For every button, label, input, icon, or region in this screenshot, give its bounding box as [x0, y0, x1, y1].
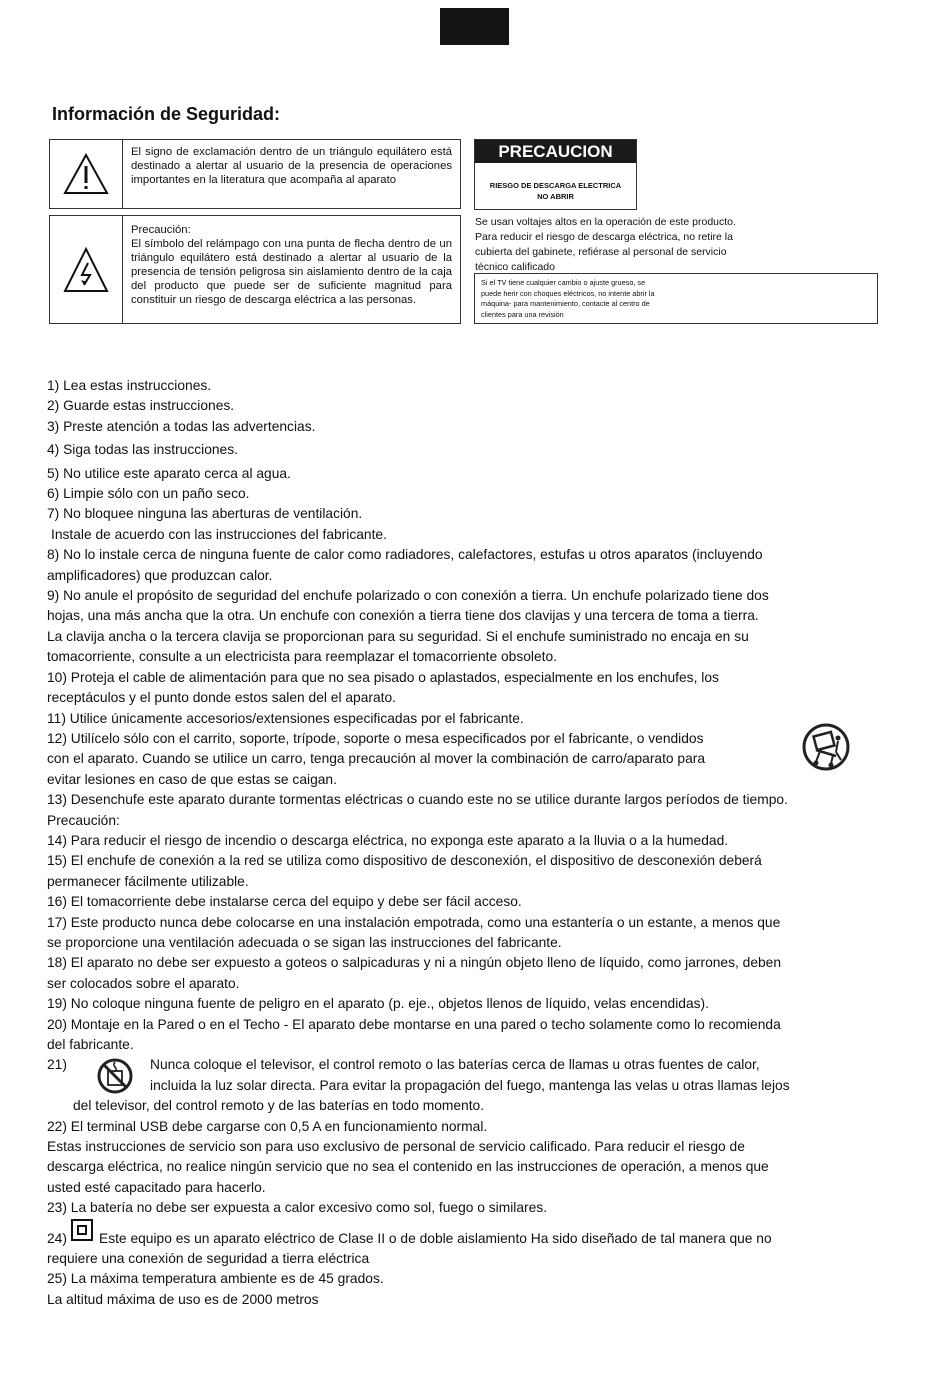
list-item: amplificadores) que produzcan calor. [47, 567, 273, 583]
list-item: permanecer fácilmente utilizable. [47, 873, 249, 889]
list-item: del televisor, del control remoto y de las baterías en todo momento. [73, 1098, 485, 1114]
list-item: Estas instrucciones de servicio son para uso exclusivo de personal de servicio calificado. Para reducir el riesgo de [47, 1139, 745, 1155]
page-title: Información de Seguridad: [52, 104, 281, 124]
list-item-24 [47, 1225, 887, 1245]
safety-instructions-list [47, 376, 887, 1310]
list-item: 3) Preste atención a todas las advertencias. [47, 418, 316, 434]
tv-adjustment-notice-box [474, 273, 878, 324]
voltage-line: técnico calificado [475, 261, 555, 273]
voltage-line: Para reducir el riesgo de descarga eléctrica, no retire la [475, 231, 733, 243]
list-item: 7) No bloquee ninguna las aberturas de ventilación. [47, 506, 363, 522]
tv-notice-line: clientes para una revisión [481, 309, 564, 319]
list-item: se proporcione una ventilación adecuada o se sigan las instrucciones del fabricante. [47, 934, 562, 950]
caution-sub-line-2: NO ABRIR [537, 192, 574, 201]
list-item: 10) Proteja el cable de alimentación para que no sea pisado o aplastados, especialmente en los enchufes, los [47, 669, 719, 685]
list-item-line: incluida la luz solar directa. Para evitar la propagación del fuego, mantenga las velas u otras llamas lejos [150, 1077, 790, 1093]
list-item-text [150, 1055, 790, 1096]
high-voltage-notice [475, 215, 736, 275]
caution-label-box [474, 139, 637, 210]
list-item: 13) Desenchufe este aparato durante tormentas eléctricas o cuando este no se utilice durante largos períodos de tiempo. [47, 792, 788, 808]
voltage-line: Se usan voltajes altos en la operación de este producto. [475, 216, 736, 228]
lightning-warning-box [49, 215, 461, 324]
list-item-21 [47, 1055, 887, 1096]
list-item: 5) No utilice este aparato cerca al agua. [47, 465, 291, 481]
list-item: 1) Lea estas instrucciones. [47, 378, 212, 393]
list-item: La clavija ancha o la tercera clavija se proporcionan para su seguridad. Si el enchufe suministrado no encaja en su [47, 628, 749, 644]
list-item: receptáculos y el punto donde estos salen del el aparato. [47, 690, 396, 706]
list-item: usted esté capacitado para hacerlo. [47, 1179, 266, 1195]
class-ii-double-insulation-icon [71, 1219, 93, 1241]
exclamation-triangle-icon [50, 140, 123, 208]
list-item: 23) La batería no debe ser expuesta a calor excesivo como sol, fuego o similares. [47, 1200, 548, 1216]
list-item: 22) El terminal USB debe cargarse con 0,5 A en funcionamiento normal. [47, 1118, 488, 1134]
list-item: 16) El tomacorriente debe instalarse cerca del equipo y debe ser fácil acceso. [47, 894, 522, 910]
tv-notice-line: máquina- para mantenimiento, contacte al centro de [481, 299, 650, 308]
list-item: La altitud máxima de uso es de 2000 metros [47, 1291, 319, 1307]
top-black-block [440, 8, 509, 45]
list-item-number: 21) [47, 1057, 67, 1073]
list-item: 19) No coloque ninguna fuente de peligro en el aparato (p. eje., objetos llenos de líquido, velas encendidas). [47, 996, 709, 1012]
list-item: evitar lesiones en caso de que estas se caigan. [47, 771, 337, 787]
tv-notice-text [481, 278, 871, 320]
list-item: 12) Utilícelo sólo con el carrito, soporte, trípode, soporte o mesa especificados por el fabricante, o vendidos [47, 730, 704, 746]
list-item: 6) Limpie sólo con un paño seco. [47, 486, 250, 502]
no-open-flame-icon [95, 1057, 137, 1101]
list-item: Instale de acuerdo con las instrucciones del fabricante. [51, 526, 387, 542]
list-item: hojas, una más ancha que la otra. Un enchufe con conexión a tierra tiene dos clavijas y una tercera de toma a tierra. [47, 608, 759, 624]
lightning-triangle-icon [50, 216, 123, 323]
list-item: del fabricante. [47, 1037, 134, 1052]
tv-notice-line: puede herir con choques eléctricos, no intente abrir la [481, 288, 655, 298]
lightning-caution-label: Precaución: [131, 224, 191, 236]
tv-notice-line: Si el TV tiene cualquier cambio o ajuste grueso, se [481, 278, 646, 287]
lightning-text-block [131, 223, 452, 307]
voltage-line: cubierta del gabinete, refiérase al personal de servicio [475, 246, 727, 258]
list-item-number: 24) [47, 1230, 67, 1246]
exclamation-warning-box [49, 139, 461, 209]
list-item: con el aparato. Cuando se utilice un carro, tenga precaución al mover la combinación de carro/aparato para [47, 751, 706, 767]
list-item: 20) Montaje en la Pared o en el Techo - El aparato debe montarse en una pared o techo solamente como lo recomienda [47, 1016, 781, 1032]
list-item: ser colocados sobre el aparato. [47, 975, 240, 991]
list-item: 2) Guarde estas instrucciones. [47, 398, 235, 414]
lightning-text: El símbolo del relámpago con una punta de flecha dentro de un triángulo equilátero está destinado a alertar al usuario de la presencia de tensión peligrosa sin aislamiento dentro de la caja del producto que puede ser de suficiente magnitud para constituir un riesgo de descarga eléctrica a las personas. [131, 238, 452, 306]
exclamation-text: El signo de exclamación dentro de un triángulo equilátero está destinado a alertar al usuario de la presencia de operaciones importantes en la literatura que acompaña al aparato [131, 146, 452, 186]
list-item: tomacorriente, consulte a un electricista para reemplazar el tomacorriente obsoleto. [47, 649, 557, 665]
caution-subtext [475, 180, 636, 202]
list-item: 25) La máxima temperatura ambiente es de 45 grados. [47, 1271, 384, 1287]
list-item: 15) El enchufe de conexión a la red se utiliza como dispositivo de desconexión, el dispositivo de desconexión deberá [47, 853, 762, 869]
list-item: 18) El aparato no debe ser expuesto a goteos o salpicaduras y ni a ningún objeto lleno de líquido, como jarrones, deben [47, 955, 782, 971]
caution-heading: PRECAUCION [475, 140, 636, 163]
list-item-line: Nunca coloque el televisor, el control remoto o las baterías cerca de llamas u otras fuentes de calor, [150, 1057, 760, 1073]
list-item: 8) No lo instale cerca de ninguna fuente de calor como radiadores, calefactores, estufas u otros aparatos (incluyendo [47, 547, 763, 563]
list-item: 17) Este producto nunca debe colocarse en una instalación empotrada, como una estantería o un estante, a menos que [47, 914, 781, 930]
list-item: 14) Para reducir el riesgo de incendio o descarga eléctrica, no exponga este aparato a la lluvia o a la humedad. [47, 832, 729, 848]
list-item: 4) Siga todas las instrucciones. [47, 442, 238, 458]
list-item-text: Este equipo es un aparato eléctrico de Clase II o de doble aislamiento Ha sido diseñado de tal manera que no [99, 1230, 772, 1246]
caution-sub-line-1: RIESGO DE DESCARGA ELECTRICA [489, 181, 622, 190]
list-item: descarga eléctrica, no realice ningún servicio que no sea el contenido en las instrucciones de operación, a menos que [47, 1159, 769, 1175]
list-item: 11) Utilice únicamente accesorios/extensiones especificadas por el fabricante. [47, 710, 524, 726]
list-item: requiere una conexión de seguridad a tierra eléctrica [47, 1251, 370, 1267]
list-item: 9) No anule el propósito de seguridad del enchufe polarizado o con conexión a tierra. Un enchufe polarizado tiene dos [47, 588, 769, 604]
list-item: Precaución: [47, 812, 120, 828]
